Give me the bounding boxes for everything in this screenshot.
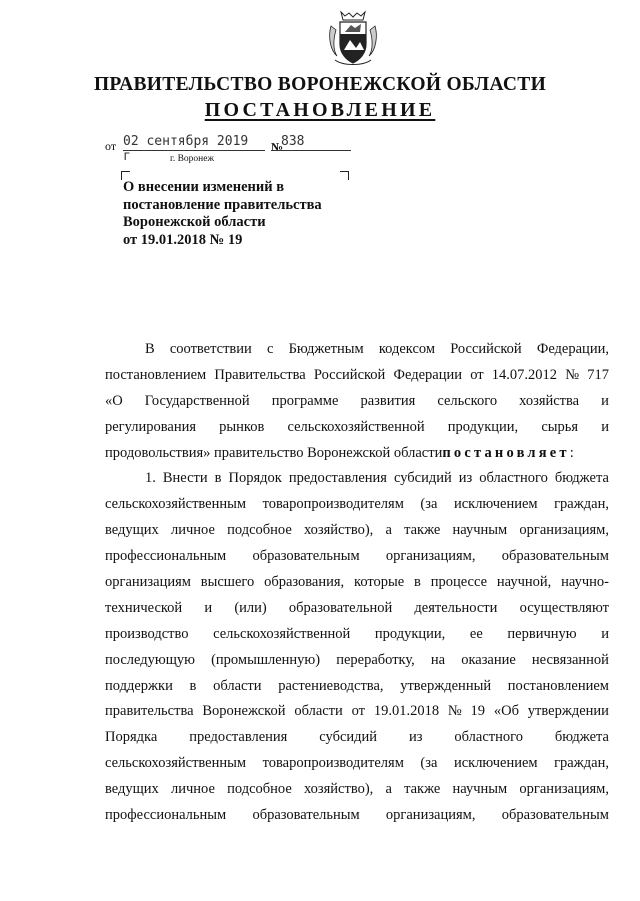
body-word: 14.07.2012 — [491, 366, 558, 383]
body-word: также — [404, 522, 441, 539]
body-word: областного — [454, 729, 523, 746]
number-label: № — [271, 140, 284, 154]
body-word: хозяйство), — [303, 781, 374, 798]
body-word: ее — [469, 625, 483, 642]
body-line — [105, 389, 609, 415]
body-word: области — [294, 703, 343, 720]
body-word: Российской — [450, 341, 522, 357]
body-word: профессиональным — [105, 807, 227, 824]
body-line — [105, 337, 609, 363]
body-word: 19.01.2018 — [373, 703, 440, 720]
body-word: а — [385, 522, 392, 539]
body-word: от — [470, 366, 484, 383]
body-word: субсидий — [393, 470, 452, 487]
body-word: деятельности — [414, 599, 498, 616]
date-underline — [123, 150, 265, 151]
body-word: образовательным — [252, 807, 360, 824]
body-line — [105, 699, 609, 725]
body-word: оказание — [461, 651, 516, 668]
document-type-text: ПОСТАНОВЛЕНИЕ — [204, 99, 436, 121]
body-line — [105, 777, 609, 803]
body-word: сельскохозяйственным — [105, 755, 247, 772]
subject-line: от 19.01.2018 № 19 — [123, 232, 243, 249]
body-line — [105, 363, 609, 389]
body-word: Бюджетным — [288, 341, 364, 357]
body-line — [105, 441, 609, 467]
body-word: организациям, — [519, 522, 609, 539]
body-word: бюджета — [554, 729, 609, 746]
body-word: 1. — [145, 470, 156, 487]
body-word: организациям, — [385, 548, 476, 565]
resolves-word: постановляет — [442, 444, 570, 461]
body-word: также — [404, 781, 441, 798]
body-word: научным — [452, 522, 508, 539]
body-word: и — [601, 625, 609, 642]
body-word: программе — [271, 392, 339, 409]
body-line — [105, 518, 609, 544]
body-word: организациям, — [519, 781, 609, 798]
body-word: товаропроизводителям — [262, 755, 404, 772]
body-word: сельскохозяйственным — [105, 496, 247, 513]
body-word: растениеводства, — [278, 677, 384, 694]
body-word: хозяйства — [519, 392, 580, 409]
document-date: 02 сентября 2019 г — [123, 134, 249, 164]
body-word: предоставления — [189, 729, 288, 746]
body-word: хозяйство), — [303, 522, 374, 539]
body-word: Российской — [313, 366, 386, 383]
body-word: Внести — [162, 470, 208, 487]
body-word: «Об — [493, 703, 519, 720]
body-word: (промышленную) — [211, 651, 321, 668]
body-word: постановлением — [105, 366, 207, 383]
body-word: Федерации, — [536, 341, 609, 357]
body-line — [105, 570, 609, 596]
body-word: в — [214, 470, 222, 487]
body-word: образования, — [264, 574, 345, 591]
body-word: высшего — [200, 574, 255, 591]
body-word: № — [447, 703, 462, 720]
body-word: (за — [420, 755, 438, 772]
body-line — [105, 466, 609, 492]
body-word: научно- — [561, 574, 609, 591]
body-word: Федерации — [393, 366, 462, 383]
body-word: (за — [420, 496, 438, 513]
document-type — [0, 99, 640, 122]
document-number: 838 — [281, 134, 305, 149]
body-word: утверждении — [527, 703, 609, 720]
body-word: рынков — [219, 418, 265, 435]
body-line — [105, 622, 609, 648]
body-word: на — [430, 651, 446, 668]
body-word: научной, — [496, 574, 552, 591]
body-word: сельскохозяйственной — [213, 625, 351, 642]
body-word: первичную — [507, 625, 577, 642]
body-word: области — [213, 677, 262, 694]
body-word: кодексом — [378, 341, 436, 357]
body-word: исключением — [453, 755, 538, 772]
body-word: предоставления — [288, 470, 387, 487]
body-word: из — [408, 729, 423, 746]
body-word: личное — [171, 522, 215, 539]
body-line — [105, 415, 609, 441]
body-word: утвержденный — [400, 677, 492, 694]
body-word: граждан, — [554, 496, 609, 513]
body-word: ведущих — [105, 781, 159, 798]
body-word: Воронежской — [202, 703, 286, 720]
document-subject — [123, 179, 363, 250]
body-word: ведущих — [105, 522, 159, 539]
number-underline — [271, 150, 351, 151]
body-word: Порядок — [228, 470, 282, 487]
body-word: 19 — [470, 703, 486, 720]
body-word: а — [385, 781, 392, 798]
body-word: в — [414, 574, 421, 591]
body-word: областного — [479, 470, 548, 487]
body-word: регулирования — [105, 418, 197, 435]
body-word: продовольствия» правительство Воронежской области — [105, 444, 443, 461]
body-word: научным — [452, 781, 508, 798]
body-word: правительства — [105, 703, 194, 720]
body-word: № — [565, 366, 580, 383]
subject-line: Воронежской области — [123, 214, 266, 231]
organization-title: ПРАВИТЕЛЬСТВО ВОРОНЕЖСКОЙ ОБЛАСТИ — [93, 74, 547, 95]
body-word: продукции, — [374, 625, 446, 642]
body-word: которые — [354, 574, 405, 591]
body-word: постановлением — [507, 677, 609, 694]
body-word: организациям — [105, 574, 191, 591]
body-line — [105, 803, 609, 829]
body-word: и — [601, 418, 609, 435]
body-word: несвязанной — [531, 651, 609, 668]
body-word: образовательным — [501, 548, 609, 565]
body-word: субсидий — [319, 729, 378, 746]
body-word: из — [458, 470, 473, 487]
body-line — [105, 648, 609, 674]
body-word: переработку, — [336, 651, 415, 668]
body-word: образовательной — [288, 599, 393, 616]
body-word: Государственной — [144, 392, 250, 409]
body-word: (или) — [234, 599, 267, 616]
body-word: и — [204, 599, 213, 616]
body-word: «О — [105, 392, 123, 409]
coat-of-arms-emblem — [327, 10, 379, 68]
body-word: от — [351, 703, 366, 720]
body-line — [105, 725, 609, 751]
body-word: товаропроизводителям — [262, 496, 404, 513]
body-word: граждан, — [554, 755, 609, 772]
body-word: развития — [360, 392, 416, 409]
body-word: В — [145, 341, 155, 357]
body-word: в — [189, 677, 197, 694]
body-word: с — [266, 341, 274, 357]
body-word: Правительства — [214, 366, 306, 383]
body-word: подсобное — [227, 781, 292, 798]
body-word: бюджета — [554, 470, 609, 487]
body-word: процессе — [430, 574, 488, 591]
subject-line: постановление правительства — [123, 196, 322, 213]
resolves-colon: : — [569, 444, 574, 461]
body-word: последующую — [105, 651, 195, 668]
body-word: соответствии — [169, 341, 252, 357]
body-word: образовательным — [501, 807, 609, 824]
body-word: сельского — [437, 392, 498, 409]
body-word: 717 — [587, 366, 609, 383]
body-word: подсобное — [227, 522, 292, 539]
body-word: осуществляют — [519, 599, 609, 616]
body-word: личное — [171, 781, 215, 798]
body-line — [105, 674, 609, 700]
body-word: и — [601, 392, 609, 409]
from-label: от — [105, 139, 117, 153]
subject-line: О внесении изменений в — [123, 179, 285, 195]
body-word: Порядка — [105, 729, 158, 746]
body-word: производство — [105, 625, 189, 642]
body-word: профессиональным — [105, 548, 227, 565]
document-city: г. Воронеж — [170, 154, 215, 164]
body-line — [105, 751, 609, 777]
body-word: технической — [105, 599, 183, 616]
body-line — [105, 544, 609, 570]
body-line — [105, 596, 609, 622]
body-word: организациям, — [385, 807, 476, 824]
body-word: сельскохозяйственной — [287, 418, 425, 435]
body-word: сырья — [541, 418, 579, 435]
body-word: поддержки — [105, 677, 173, 694]
body-word: образовательным — [252, 548, 360, 565]
document-body — [105, 337, 609, 829]
body-word: исключением — [453, 496, 538, 513]
body-word: продукции, — [447, 418, 519, 435]
body-line — [105, 492, 609, 518]
